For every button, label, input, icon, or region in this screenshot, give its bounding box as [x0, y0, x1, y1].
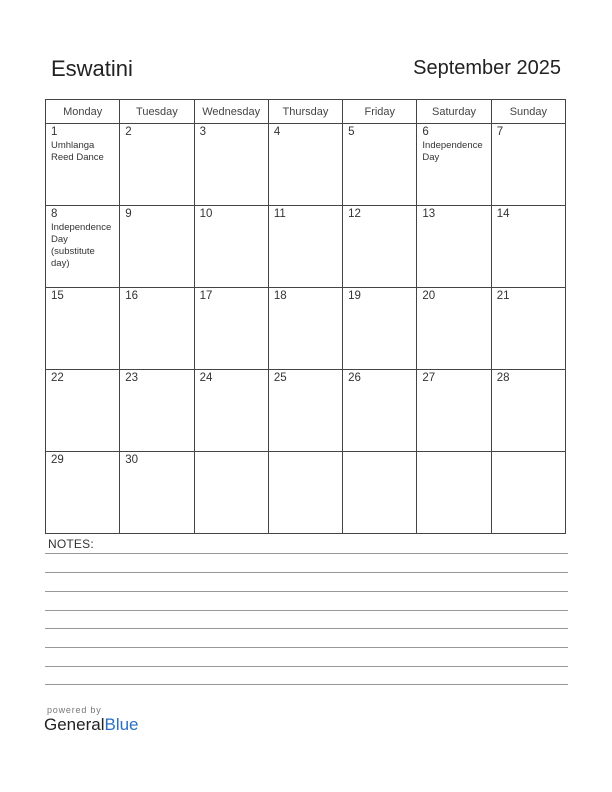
powered-by-text: powered by: [47, 705, 102, 715]
holiday-label: Umhlanga Reed Dance: [51, 140, 104, 163]
weekday-header-row: [46, 100, 566, 124]
day-cell: [491, 370, 565, 452]
day-number: 23: [125, 372, 139, 384]
week-row-4: [46, 370, 566, 452]
day-cell: [268, 206, 342, 288]
day-number: 8: [51, 208, 58, 220]
month-year-title: September 2025: [413, 57, 561, 79]
day-number: 15: [51, 290, 64, 302]
day-number: 3: [199, 126, 206, 138]
day-cell: [417, 288, 491, 370]
holiday-label: Independence Day: [422, 140, 483, 163]
note-line: [45, 684, 568, 685]
day-cell: [120, 452, 194, 534]
weekday-thursday: Thursday: [268, 100, 342, 124]
week-row-5: [46, 452, 566, 534]
day-cell: [46, 370, 120, 452]
brand-name: [44, 715, 139, 735]
weekday-monday: Monday: [46, 100, 120, 124]
day-cell-empty: [268, 452, 342, 534]
day-cell: [491, 288, 565, 370]
day-cell: [343, 124, 417, 206]
brand-logo: [44, 705, 139, 735]
day-cell-empty: [491, 452, 565, 534]
day-cell: [120, 206, 194, 288]
note-line: [45, 610, 568, 611]
day-cell: [417, 206, 491, 288]
day-cell: [343, 288, 417, 370]
note-line: [45, 572, 568, 573]
day-number: 6: [422, 126, 429, 138]
day-number: 24: [199, 372, 213, 384]
week-row-1: [46, 124, 566, 206]
day-number: 2: [125, 126, 132, 138]
day-number: 5: [348, 126, 355, 138]
day-cell: [343, 206, 417, 288]
day-number: 10: [199, 208, 213, 220]
day-cell: [268, 124, 342, 206]
day-number: 21: [496, 290, 510, 302]
day-number: 20: [422, 290, 436, 302]
day-number: 22: [51, 372, 64, 384]
day-number: 27: [422, 372, 436, 384]
brand-name-general: General: [44, 715, 105, 734]
day-cell: [194, 288, 268, 370]
day-cell: [120, 124, 194, 206]
weekday-sunday: Sunday: [491, 100, 565, 124]
day-cell: [268, 370, 342, 452]
weekday-wednesday: Wednesday: [194, 100, 268, 124]
day-number: 30: [125, 454, 139, 466]
day-cell: [46, 206, 120, 288]
weekday-tuesday: Tuesday: [120, 100, 194, 124]
day-number: 28: [496, 372, 510, 384]
note-line: [45, 666, 568, 667]
note-line: [45, 628, 568, 629]
day-number: 25: [273, 372, 287, 384]
country-title: Eswatini: [51, 56, 133, 81]
day-cell-empty: [343, 452, 417, 534]
day-cell: [343, 370, 417, 452]
week-row-3: [46, 288, 566, 370]
day-cell: [417, 370, 491, 452]
day-cell: [120, 370, 194, 452]
day-cell: [46, 288, 120, 370]
day-number: 29: [51, 454, 64, 466]
day-number: 26: [348, 372, 361, 384]
day-number: 1: [51, 126, 58, 138]
notes-label: NOTES:: [48, 537, 94, 551]
day-number: 4: [273, 126, 281, 138]
day-number: 16: [125, 290, 139, 302]
day-cell: [491, 124, 565, 206]
day-number: 12: [348, 208, 361, 220]
day-number: 19: [348, 290, 361, 302]
weekday-saturday: Saturday: [417, 100, 491, 124]
brand-name-blue: Blue: [104, 715, 139, 734]
calendar-grid: [45, 99, 566, 534]
day-cell: [417, 124, 491, 206]
day-number: 7: [496, 126, 504, 138]
day-cell-empty: [417, 452, 491, 534]
day-cell: [194, 370, 268, 452]
day-number: 11: [273, 208, 286, 220]
day-cell: [194, 124, 268, 206]
day-number: 9: [125, 208, 132, 220]
day-cell: [491, 206, 565, 288]
day-cell: [194, 206, 268, 288]
day-cell: [120, 288, 194, 370]
day-cell: [268, 288, 342, 370]
holiday-label: Independence Day (substitute day): [51, 222, 112, 269]
weekday-friday: Friday: [343, 100, 417, 124]
day-number: 17: [199, 290, 213, 302]
day-cell: [46, 124, 120, 206]
week-row-2: [46, 206, 566, 288]
day-number: 18: [273, 290, 287, 302]
day-cell-empty: [194, 452, 268, 534]
note-line: [45, 553, 568, 554]
day-number: 13: [422, 208, 436, 220]
note-line: [45, 647, 568, 648]
day-cell: [46, 452, 120, 534]
note-line: [45, 591, 568, 592]
day-number: 14: [496, 208, 510, 220]
